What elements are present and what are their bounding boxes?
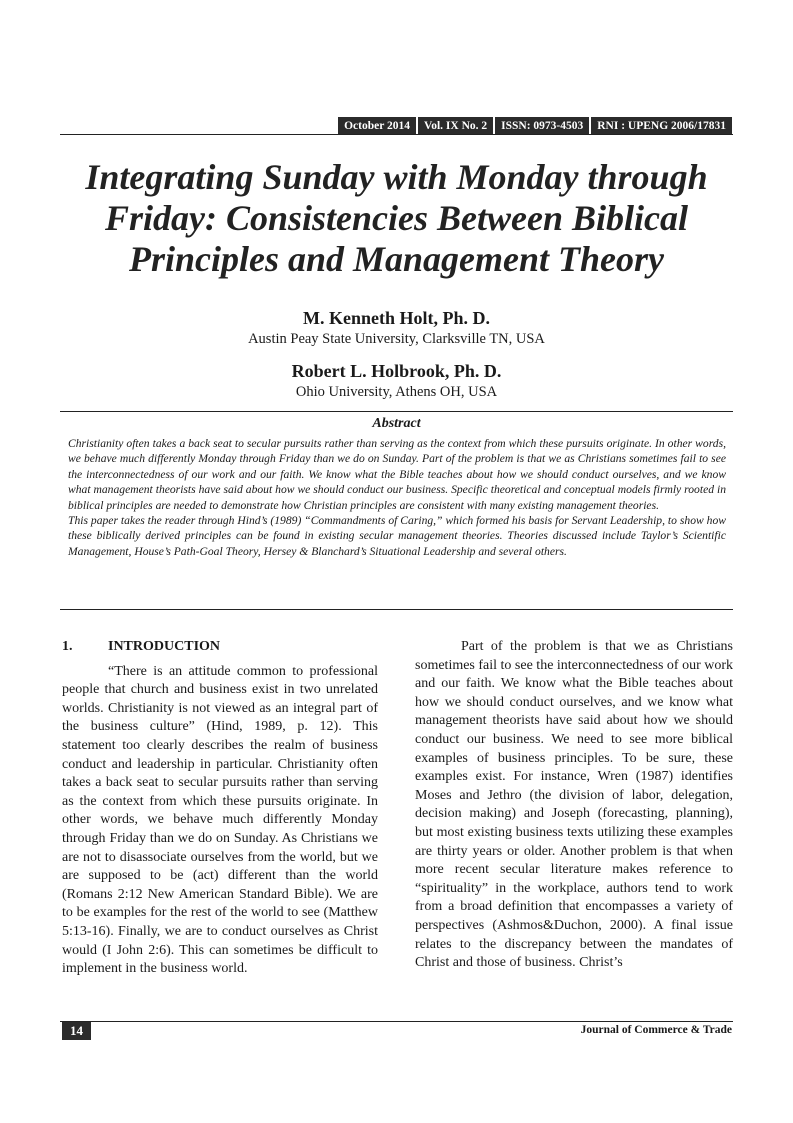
- abstract-paragraph-2: This paper takes the reader through Hind’s (1989) “Commandments of Caring,” which formed his basis for Servant Leadership, to show how these biblically derived principles can be found in existing secular management theories. Theories discussed include Taylor’s Scientific Management, House’s Path-Goal Theory, Hersey & Blanchard’s Situational Leadership and several others.: [68, 514, 726, 558]
- abstract-bottom-rule: [60, 609, 733, 610]
- page-number: 14: [62, 1022, 91, 1040]
- header-badges: [338, 117, 732, 135]
- right-column: [415, 638, 733, 973]
- footer-rule: [60, 1021, 733, 1022]
- rni-badge: RNI : UPENG 2006/17831: [591, 117, 732, 135]
- author-1-affiliation: Austin Peay State University, Clarksville TN, USA: [248, 331, 545, 347]
- paper-title: Integrating Sunday with Monday through Friday: Consistencies Between Biblical Principles and Management Theory: [85, 157, 708, 279]
- abstract-top-rule: [60, 411, 733, 412]
- volume-badge: Vol. IX No. 2: [418, 117, 493, 135]
- author-2-name: Robert L. Holbrook, Ph. D.: [291, 361, 502, 381]
- section-number: 1.: [62, 639, 73, 654]
- left-column: [62, 638, 378, 979]
- abstract-body: [68, 436, 726, 559]
- section-title: INTRODUCTION: [108, 639, 221, 654]
- abstract-paragraph-1: Christianity often takes a back seat to secular pursuits rather than serving as the context from which these pursuits originate. In other words, we behave much differently Monday through Friday than we do on Sunday. Part of the problem is that we as Christians sometimes fail to see the interconnectedness of our work and our faith. We know what the Bible teaches about how we should conduct ourselves, and we know what management theorists have said about how we should conduct our business. Specific theoretical and conceptual models firmly rooted in biblical principles are needed to demonstrate how Christian principles are consistent with many existing management theories.: [68, 437, 726, 512]
- date-badge: October 2014: [338, 117, 416, 135]
- left-column-text: “There is an attitude common to professional people that church and business exist in two unrelated worlds. Christianity is not viewed as an integral part of the business culture” (Hind, 1989, p. 12). This statement too clearly describes the realm of business conduct and leadership in particular. Christianity often takes a back seat to secular pursuits rather than serving as the context from which these pursuits originate. In other words, we behave much differently Monday through Friday than we do on Sunday. As Christians we are not to disassociate ourselves from the world, but we are supposed to be (act) different than the world (Romans 2:12 New American Standard Bible). We are to be examples for the rest of the world to see (Matthew 5:13-16). Finally, we are to conduct ourselves as Christ would (I John 2:6). This can sometimes be difficult to implement in the business world.: [62, 663, 378, 977]
- right-column-text: Part of the problem is that we as Christians sometimes fail to see the interconnectedness of our work and our faith. We know what the Bible teaches about how we should conduct ourselves, and we know what management theorists have said about how we should conduct our business. We need to see more biblical examples of business principles. To be sure, these examples exist. For instance, Wren (1987) identifies Moses and Jethro (the division of labor, delegation, decision making) and Joseph (forecasting, planning), but most existing business texts utilizing these examples are thirty years or older. Another problem is that when more recent secular literature makes reference to “spirituality” in the workplace, authors tend to work from a broad definition that encompasses a variety of perspectives (Ashmos&Duchon, 2000). A final issue relates to the discrepancy between the mandates of Christ and those of business. Christ’s: [415, 639, 734, 971]
- abstract-heading: Abstract: [372, 416, 421, 431]
- header-rule: [60, 134, 733, 135]
- journal-name: Journal of Commerce & Trade: [580, 1024, 732, 1036]
- section-heading: [62, 638, 378, 657]
- author-2-affiliation: Ohio University, Athens OH, USA: [295, 384, 498, 400]
- author-1-name: M. Kenneth Holt, Ph. D.: [303, 308, 490, 328]
- issn-badge: ISSN: 0973-4503: [495, 117, 589, 135]
